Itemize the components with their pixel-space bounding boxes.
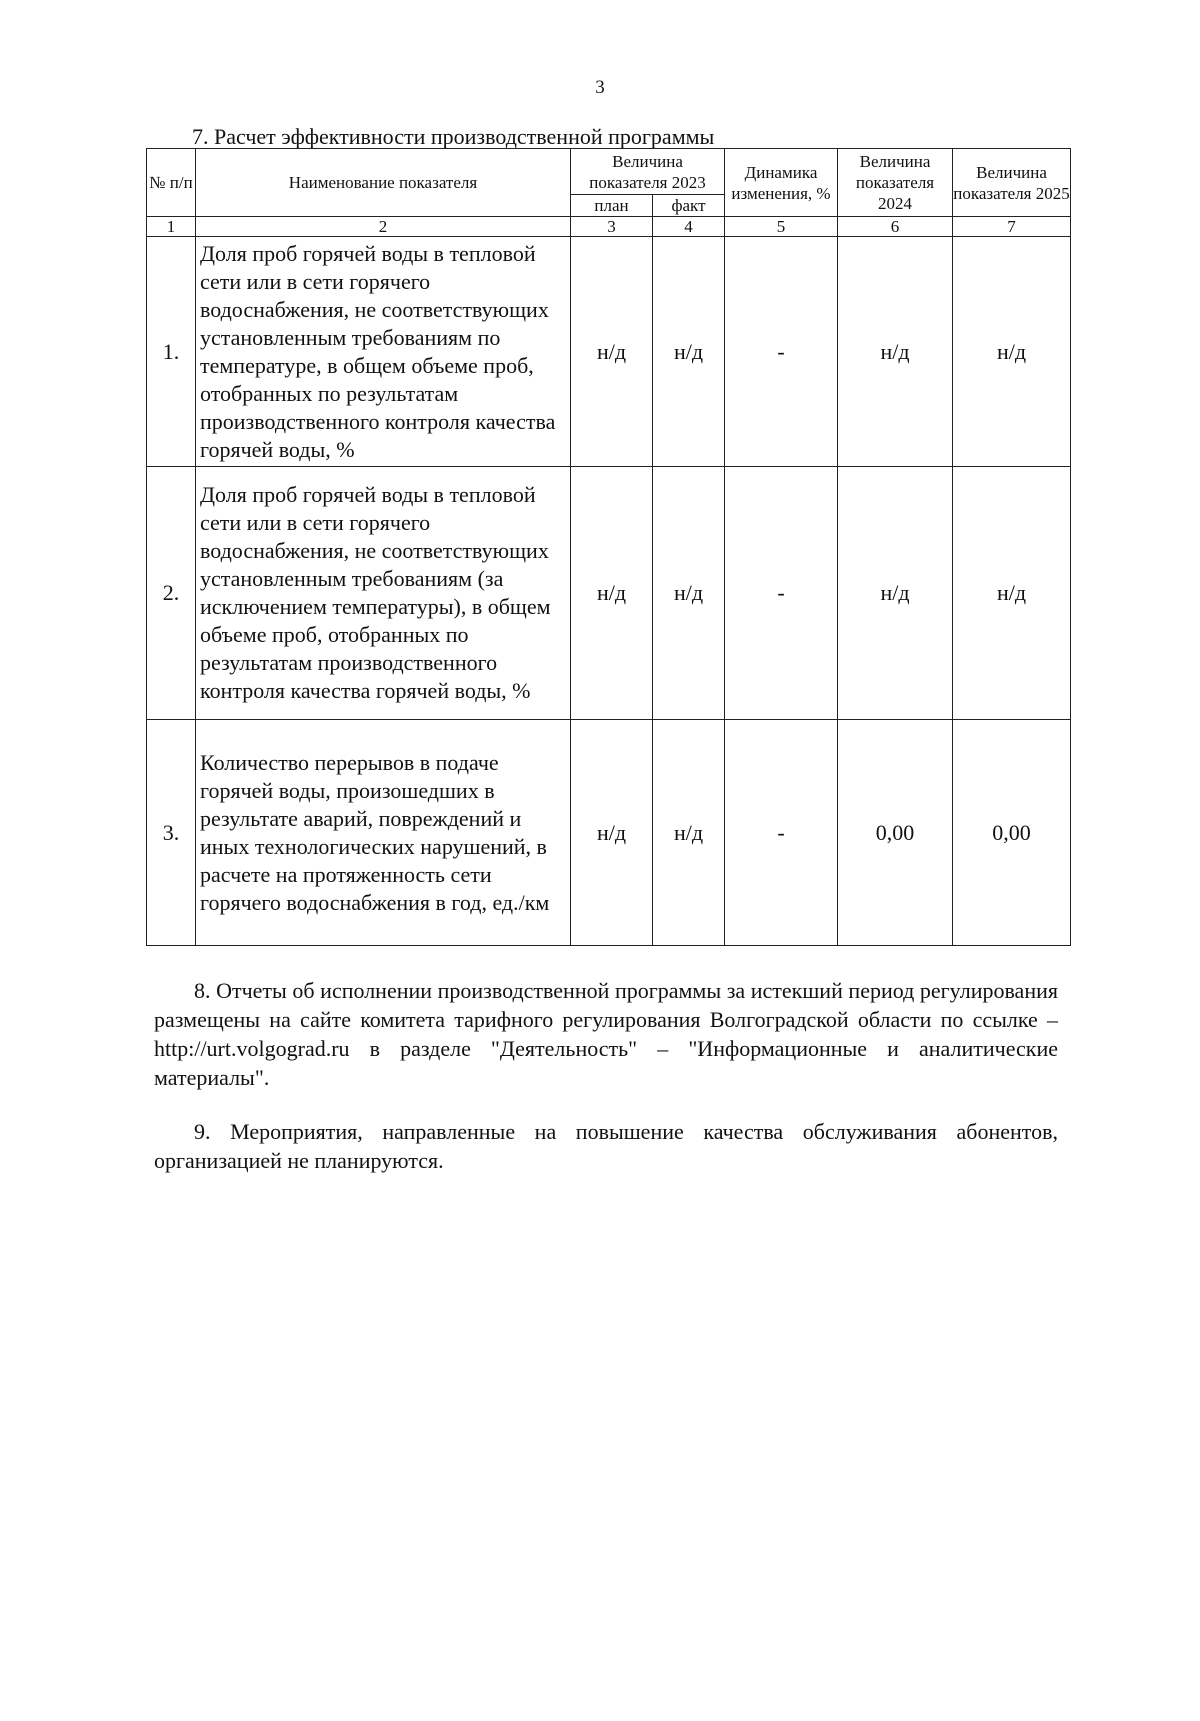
value-2024: н/д bbox=[838, 237, 953, 467]
paragraph-8 bbox=[154, 976, 1058, 1092]
value-2025: н/д bbox=[953, 237, 1071, 467]
header-dynamics: Динамика изменения, % bbox=[725, 149, 838, 217]
value-2024: н/д bbox=[838, 467, 953, 720]
column-number: 7 bbox=[953, 217, 1071, 237]
header-plan: план bbox=[571, 195, 653, 217]
row-number: 2. bbox=[147, 467, 196, 720]
value-2025: 0,00 bbox=[953, 720, 1071, 946]
dynamics-value: - bbox=[725, 720, 838, 946]
row-number: 1. bbox=[147, 237, 196, 467]
column-number: 5 bbox=[725, 217, 838, 237]
plan-value: н/д bbox=[571, 237, 653, 467]
header-value-2023: Величина показателя 2023 bbox=[571, 149, 725, 195]
column-number: 4 bbox=[653, 217, 725, 237]
table-row bbox=[147, 720, 1071, 946]
row-number: 3. bbox=[147, 720, 196, 946]
section-title: 7. Расчет эффективности производственной программы bbox=[192, 124, 715, 149]
column-number: 2 bbox=[196, 217, 571, 237]
table-row bbox=[147, 237, 1071, 467]
column-number: 6 bbox=[838, 217, 953, 237]
value-2024: 0,00 bbox=[838, 720, 953, 946]
column-number: 3 bbox=[571, 217, 653, 237]
column-number: 1 bbox=[147, 217, 196, 237]
fact-value: н/д bbox=[653, 237, 725, 467]
paragraph-9 bbox=[154, 1117, 1058, 1175]
efficiency-table bbox=[146, 148, 1071, 946]
header-num: № п/п bbox=[147, 149, 196, 217]
header-value-2025: Величина показателя 2025 bbox=[953, 149, 1071, 217]
paragraph-8-text: 8. Отчеты об исполнении производственной программы за истекший период регулирования размещены на сайте комитета тарифного регулирования Волгоградской области по ссылке –http://urt.volgograd.ru в разделе "Деятельность" – "Информационные и аналитические материалы". bbox=[154, 978, 1058, 1090]
indicator-name: Доля проб горячей воды в тепловой сети или в сети горячего водоснабжения, не соответствующих установленным требованиям по температуре, в общем объеме проб, отобранных по результатам производственного контроля качества горячей воды, % bbox=[196, 237, 571, 467]
plan-value: н/д bbox=[571, 720, 653, 946]
fact-value: н/д bbox=[653, 720, 725, 946]
fact-value: н/д bbox=[653, 467, 725, 720]
value-2025: н/д bbox=[953, 467, 1071, 720]
dynamics-value: - bbox=[725, 237, 838, 467]
header-value-2024: Величина показателя 2024 bbox=[838, 149, 953, 217]
table-row bbox=[147, 467, 1071, 720]
paragraph-9-text: 9. Мероприятия, направленные на повышение качества обслуживания абонентов, организацией не планируются. bbox=[154, 1119, 1058, 1173]
dynamics-value: - bbox=[725, 467, 838, 720]
indicator-name: Количество перерывов в подаче горячей воды, произошедших в результате аварий, повреждений и иных технологических нарушений, в расчете на протяженность сети горячего водоснабжения в год, ед./км bbox=[196, 720, 571, 946]
header-name: Наименование показателя bbox=[196, 149, 571, 217]
header-fact: факт bbox=[653, 195, 725, 217]
page-number: 3 bbox=[595, 77, 605, 98]
indicator-name: Доля проб горячей воды в тепловой сети или в сети горячего водоснабжения, не соответствующих установленным требованиям (за исключением температуры), в общем объеме проб, отобранных по результатам производственного контроля качества горячей воды, % bbox=[196, 467, 571, 720]
plan-value: н/д bbox=[571, 467, 653, 720]
